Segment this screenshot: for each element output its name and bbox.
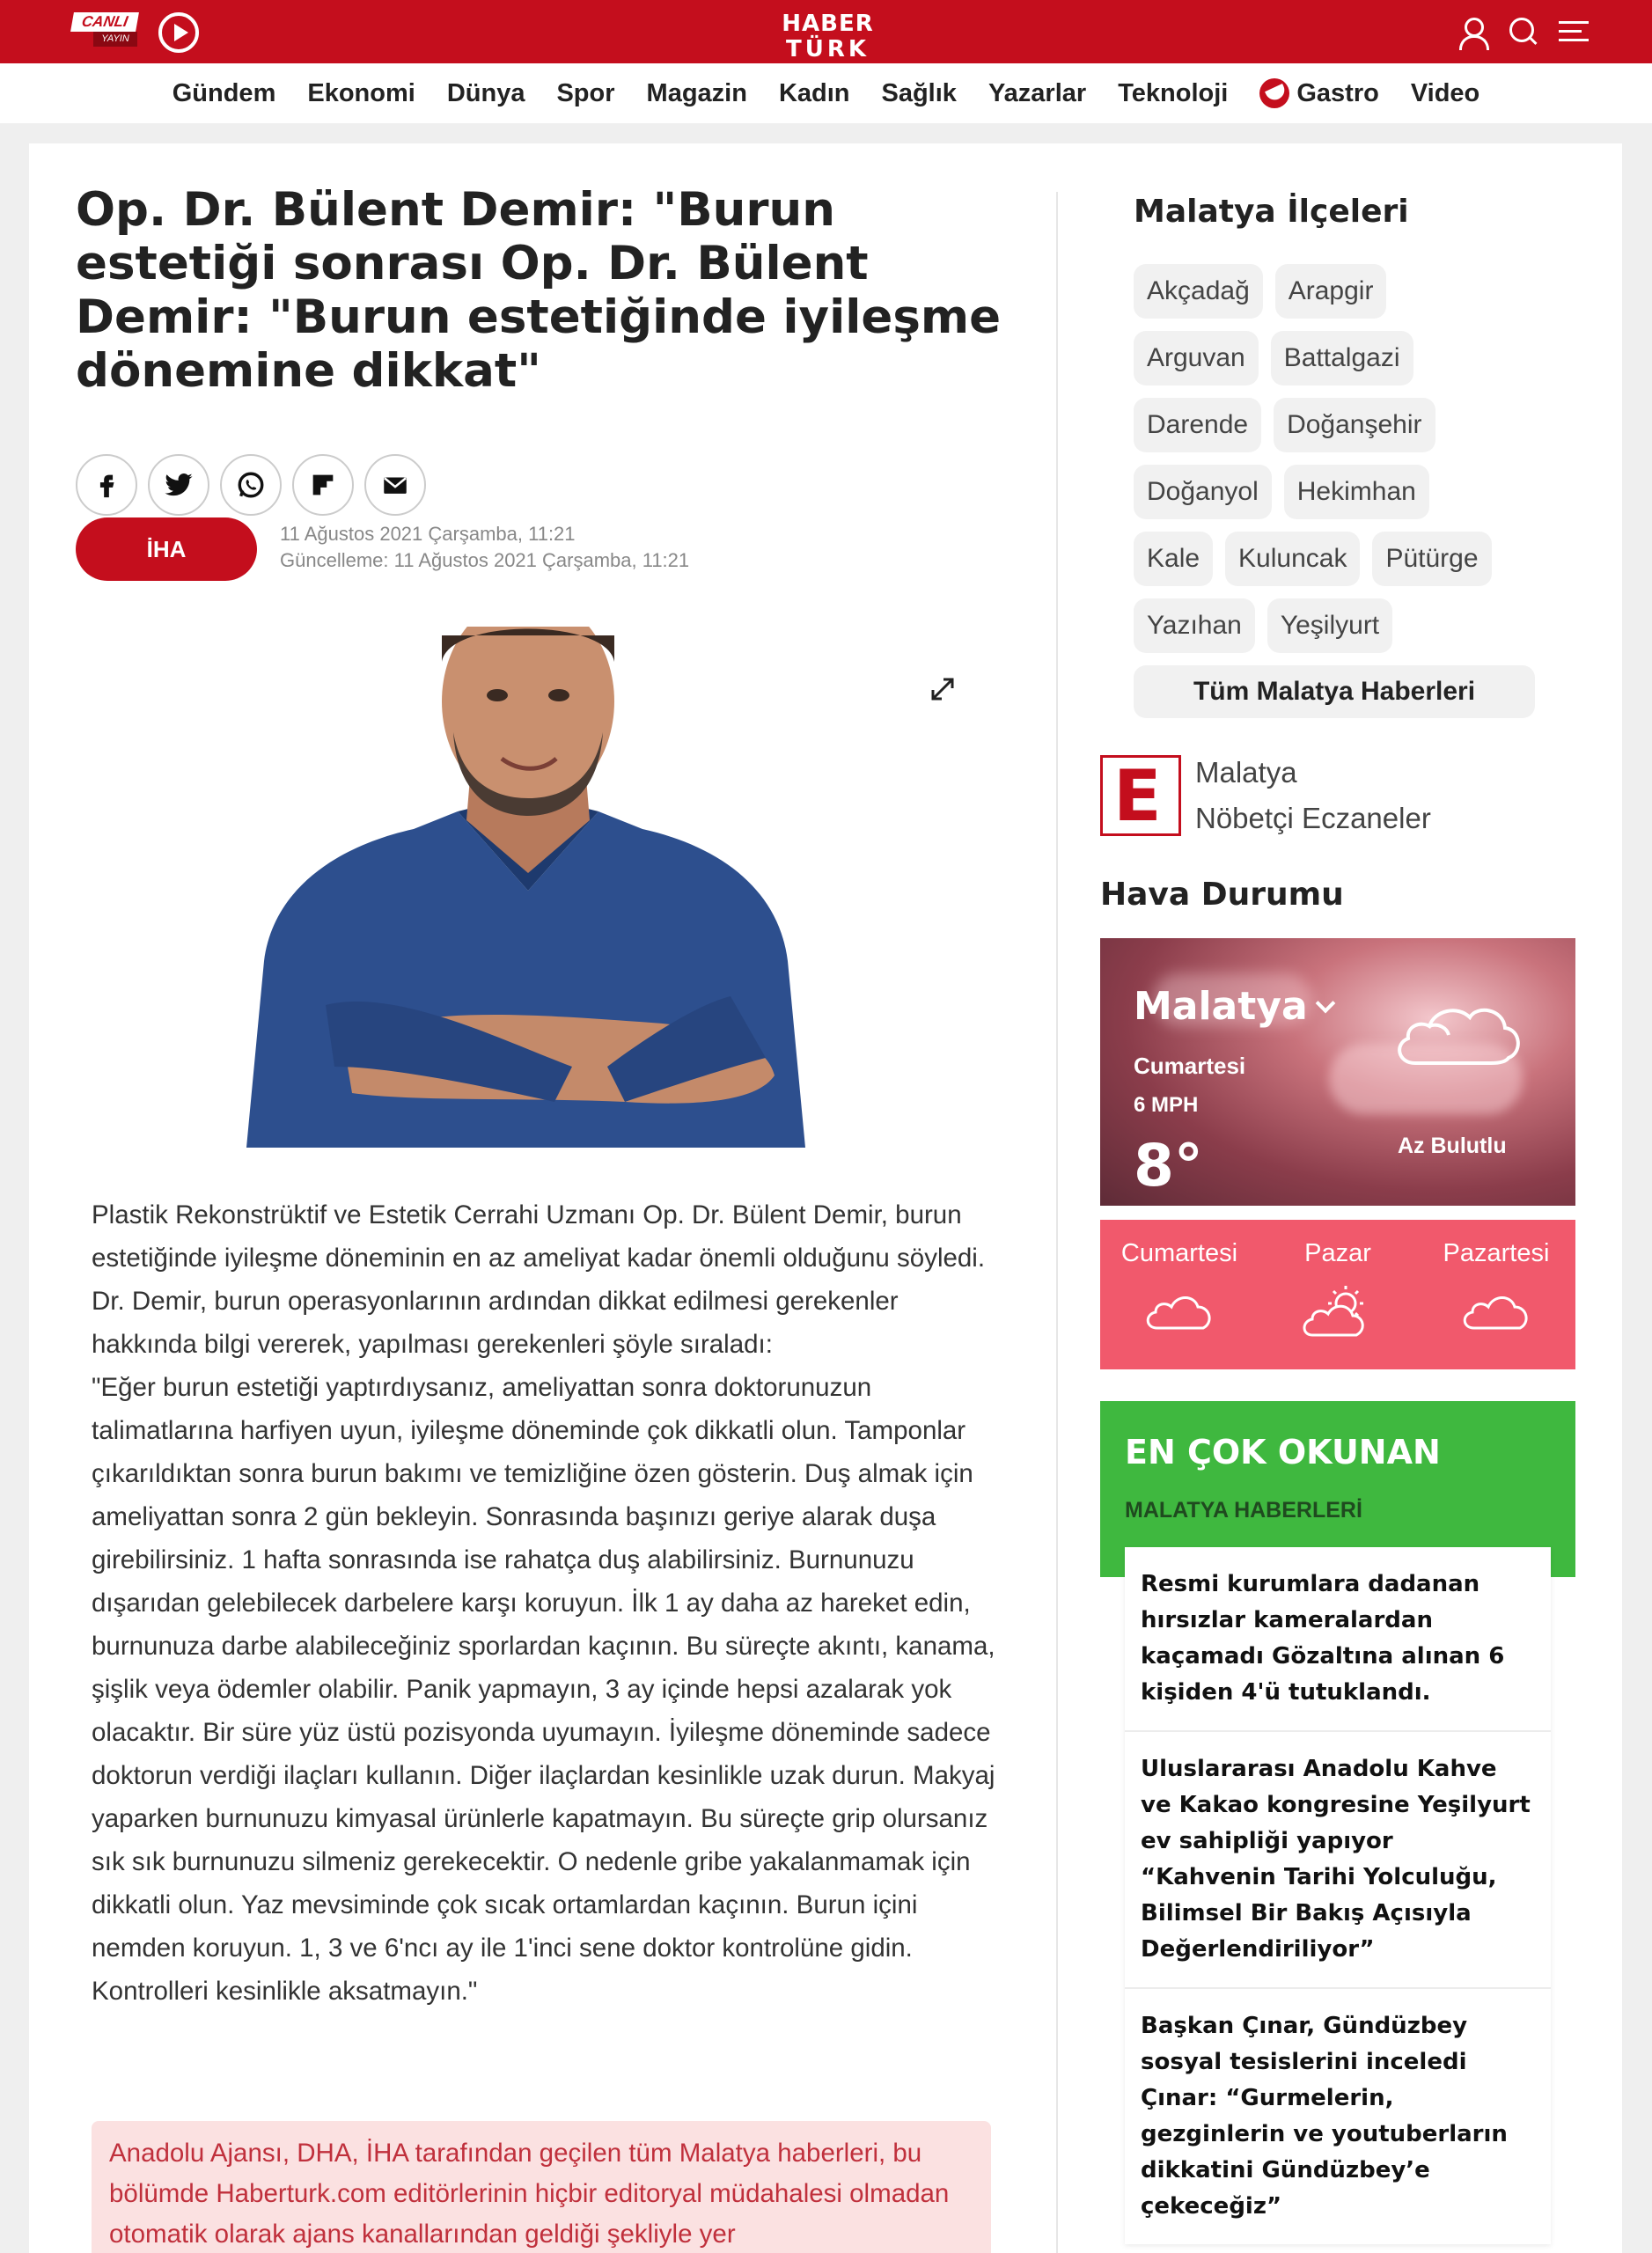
- most-read-list: [1125, 1547, 1551, 2244]
- article-paragraph: Dr. Demir, burun operasyonlarının ardından dikkat edilmesi gerekenler hakkında bilgi vererek, yapılması gerekenleri şöyle sıraladı:: [92, 1287, 899, 1359]
- search-icon[interactable]: [1508, 16, 1539, 48]
- nav-item-spor[interactable]: Spor: [556, 78, 615, 107]
- source-badge[interactable]: İHA: [76, 517, 257, 581]
- most-read-item[interactable]: Uluslararası Anadolu Kahve ve Kakao kongresine Yeşilyurt ev sahipliği yapıyor “Kahvenin Tarihi Yolculuğu, Bilimsel Bir Bakış Açısıyla Değerlendiriliyor”: [1125, 1732, 1551, 1989]
- nav-item-gastro[interactable]: Gastro: [1244, 78, 1394, 108]
- district-chips: [1134, 264, 1547, 718]
- nav-item-gundem[interactable]: Gündem: [172, 78, 276, 107]
- most-read-title: EN ÇOK OKUNAN: [1125, 1433, 1441, 1471]
- pharmacy-label: Nöbetçi Eczaneler: [1195, 802, 1431, 834]
- live-sub-label: YAYIN: [93, 32, 137, 47]
- article-body: [92, 1193, 1007, 2013]
- weather-forecast: [1100, 1220, 1575, 1369]
- district-chip[interactable]: Pütürge: [1372, 532, 1491, 586]
- weather-city-select[interactable]: Malatya: [1134, 984, 1333, 1029]
- email-icon: [380, 470, 410, 500]
- menu-icon[interactable]: [1559, 16, 1590, 48]
- site-logo[interactable]: [767, 0, 888, 70]
- facebook-share-button[interactable]: [76, 454, 137, 516]
- district-chip[interactable]: Darende: [1134, 398, 1261, 452]
- whatsapp-icon: [236, 470, 266, 500]
- live-label: CANLI: [70, 12, 139, 32]
- article-dates: [280, 521, 689, 574]
- weather-widget: [1100, 938, 1575, 1206]
- forecast-day: Cumartesi: [1100, 1220, 1259, 1369]
- most-read-item[interactable]: Başkan Çınar, Gündüzbey sosyal tesislerini inceledi Çınar: “Gurmelerin, gezginlerin ve youtuberların dikkatini Gündüzbey’e çekeceğiz”: [1141, 2013, 1508, 2220]
- weather-day: Cumartesi: [1134, 1053, 1246, 1079]
- email-share-button[interactable]: [364, 454, 426, 516]
- gastro-icon: [1259, 78, 1289, 108]
- district-chip[interactable]: Kale: [1134, 532, 1213, 586]
- weather-condition: Az Bulutlu: [1398, 1134, 1507, 1158]
- forecast-day: Pazartesi: [1417, 1220, 1575, 1369]
- chevron-down-icon: [1315, 994, 1335, 1014]
- pharmacy-city: Malatya: [1195, 756, 1297, 789]
- weather-temperature: 8°: [1134, 1132, 1203, 1200]
- article-paragraph: "Eğer burun estetiği yaptırdıysanız, ameliyattan sonra doktorunuzun talimatlarına harfiyen uyun, iyileşme döneminde çok dikkatli olun. Tamponlar çıkarıldıktan sonra burun bakımı ve temizliğine özen gösterin. Duş almak için ameliyattan sonra 2 gün bekleyin. Sonrasında başınızı geriye alarak duşa girebilirsiniz. 1 hafta sonrasında ise rahatça duş alabilirsiniz. Burnunuzu dışarıdan gelebilecek darbelere karşı koruyun. İlk 1 ay daha az hareket edin, burnunuza darbe alabileceğiniz sporlardan kaçının. Bu süreçte akıntı, kanama, şişlik veya ödemler olabilir. Panik yapmayın, 3 ay içinde hepsi azalarak yok olacaktır. Bir süre yüz üstü pozisyonda uyumayın. İyileşme döneminde sadece doktorun verdiği ilaçları kullanın. Diğer ilaçlardan kesinlikle uzak durun. Makyaj yaparken burnunuzu kimyasal ürünlerle kapatmayın. Bu süreçte grip olursanız sık sık burnunuzu silmeniz gerekecektir. O nedenle gribe yakalanmamak için dikkatli olun. Yaz mevsiminde çok sıcak ortamlardan kaçının. Burun içini nemden koruyun. 1, 3 ve 6'ncı ay ile 1'inci sene doktor kontrolüne gidin. Kontrolleri kesinlikle aksatmayın.": [92, 1373, 995, 2006]
- nav-item-ekonomi[interactable]: Ekonomi: [307, 78, 415, 107]
- nav-item-magazin[interactable]: Magazin: [646, 78, 747, 107]
- play-icon[interactable]: [158, 12, 199, 53]
- district-chip[interactable]: Yeşilyurt: [1267, 598, 1392, 653]
- publish-date: 11 Ağustos 2021 Çarşamba, 11:21: [280, 523, 576, 545]
- nav-item-saglik[interactable]: Sağlık: [881, 78, 957, 107]
- district-chip[interactable]: Kuluncak: [1225, 532, 1360, 586]
- update-date: Güncelleme: 11 Ağustos 2021 Çarşamba, 11:21: [280, 549, 690, 571]
- logo-line-1: HABER: [782, 11, 874, 37]
- top-bar: [0, 0, 1652, 63]
- header-actions: [1457, 14, 1590, 49]
- facebook-icon: [92, 470, 121, 500]
- all-malatya-news-button[interactable]: Tüm Malatya Haberleri: [1134, 665, 1535, 718]
- nav-item-kadin[interactable]: Kadın: [778, 78, 850, 107]
- column-divider: [1056, 192, 1058, 2253]
- cloud-icon: [1458, 1284, 1534, 1339]
- main-nav: [0, 63, 1652, 123]
- twitter-share-button[interactable]: [148, 454, 209, 516]
- district-chip[interactable]: Arapgir: [1275, 264, 1387, 319]
- district-chip[interactable]: Arguvan: [1134, 331, 1259, 385]
- districts-title: Malatya İlçeleri: [1134, 194, 1409, 230]
- district-chip[interactable]: Battalgazi: [1271, 331, 1413, 385]
- weather-wind: 6 MPH: [1134, 1093, 1199, 1117]
- article-paragraph: Plastik Rekonstrüktif ve Estetik Cerrahi Uzmanı Op. Dr. Bülent Demir, burun estetiğinde iyileşme döneminin en az ameliyat kadar önemli olduğunu söyledi.: [92, 1200, 986, 1273]
- district-chip[interactable]: Hekimhan: [1284, 465, 1429, 519]
- cloud-icon: [1142, 1284, 1217, 1339]
- pharmacy-link[interactable]: [1100, 755, 1431, 836]
- whatsapp-share-button[interactable]: [220, 454, 282, 516]
- forecast-day: Pazar: [1259, 1220, 1417, 1369]
- user-icon[interactable]: [1457, 16, 1488, 48]
- flipboard-icon: [308, 470, 338, 500]
- pharmacy-icon: E: [1100, 755, 1181, 836]
- agency-notice: Anadolu Ajansı, DHA, İHA tarafından geçilen tüm Malatya haberleri, bu bölümde Haberturk.com editörlerinin hiçbir editoryal müdahalesi olmadan otomatik olarak ajans kanallarından geldiği şekliyle yer: [92, 2121, 991, 2253]
- article-photo[interactable]: [238, 627, 819, 1148]
- weather-title: Hava Durumu: [1100, 877, 1344, 913]
- article-title: Op. Dr. Bülent Demir: "Burun estetiği sonrası Op. Dr. Bülent Demir: "Burun estetiğinde iyileşme dönemine dikkat": [76, 183, 1002, 398]
- nav-item-yazarlar[interactable]: Yazarlar: [988, 78, 1087, 107]
- most-read-item[interactable]: Resmi kurumlara dadanan hırsızlar kameralardan kaçamadı Gözaltına alınan 6 kişiden 4'ü tutuklandı.: [1125, 1547, 1551, 1732]
- cloud-icon: [1389, 1000, 1523, 1070]
- doctor-photo: [238, 627, 819, 1148]
- most-read-subtitle: MALATYA HABERLERİ: [1125, 1498, 1362, 1523]
- flipboard-share-button[interactable]: [292, 454, 354, 516]
- most-read-box: [1100, 1401, 1575, 2253]
- district-chip[interactable]: Akçadağ: [1134, 264, 1263, 319]
- district-chip[interactable]: Yazıhan: [1134, 598, 1255, 653]
- nav-item-teknoloji[interactable]: Teknoloji: [1118, 78, 1229, 107]
- nav-item-video[interactable]: Video: [1410, 78, 1480, 107]
- district-chip[interactable]: Doğanşehir: [1274, 398, 1435, 452]
- live-broadcast-link[interactable]: [72, 12, 137, 48]
- nav-item-dunya[interactable]: Dünya: [446, 78, 525, 107]
- district-chip[interactable]: Doğanyol: [1134, 465, 1272, 519]
- twitter-icon: [164, 470, 194, 500]
- share-bar: [76, 454, 426, 516]
- sun-cloud-icon: [1300, 1284, 1376, 1339]
- expand-icon[interactable]: [928, 674, 958, 704]
- logo-line-2: TÜRK: [785, 36, 870, 62]
